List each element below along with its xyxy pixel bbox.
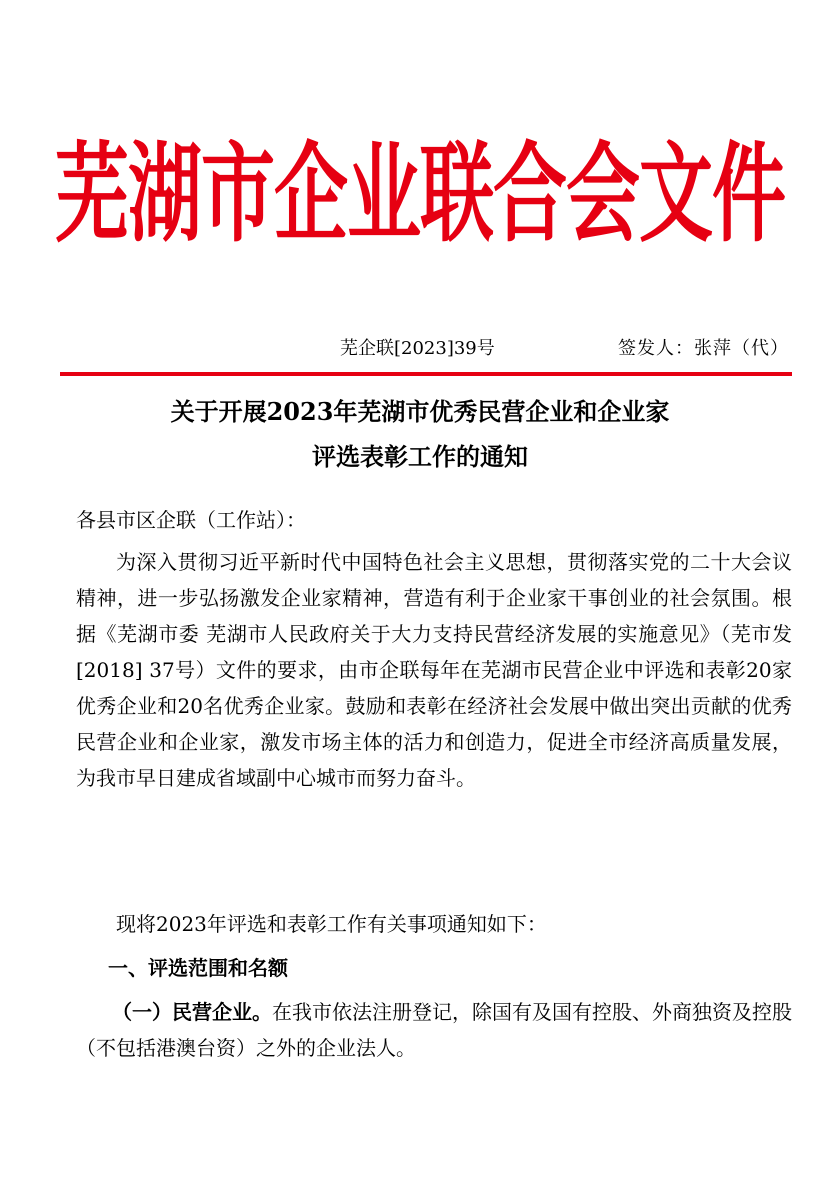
salutation: 各县市区企联（工作站）： (76, 508, 306, 532)
item1-label: （一）民营企业。 (112, 1000, 272, 1024)
section-heading: 一、评选范围和名额 (108, 956, 288, 980)
red-divider-line (60, 372, 792, 376)
paragraph-intro: 为深入贯彻习近平新时代中国特色社会主义思想，贯彻落实党的二十大会议精神，进一步弘扬激发企业家精神，营造有利于企业家干事创业的社会氛围。根据《芜湖市委 芜湖市人民政府关于大力支持民营经济发展的实施意见》（芜市发[2018] 37号）文件的要求，由市企联每年在芜湖市民营企业中评选和表彰20家优秀企业和20名优秀企业家。鼓励和表彰在经济社会发展中做出突出贡献的优秀民营企业和企业家，激发市场主体的活力和创造力，促进全市经济高质量发展，为我市早日建成省域副中心城市而努力奋斗。 (76, 550, 792, 790)
document-title-line2: 评选表彰工作的通知 (312, 442, 528, 471)
item1-text: 在我市依法注册登记，除国有及国有控股、外商独资及控股（不包括港澳台资）之外的企业法人。 (76, 1000, 792, 1060)
paragraph-notice: 现将2023年评选和表彰工作有关事项通知如下： (116, 912, 547, 936)
signer: 签发人：张萍（代） (618, 338, 789, 359)
org-title: 芜湖市企业联合会文件 (55, 132, 785, 258)
document-number: 芜企联[2023]39号 (340, 338, 495, 359)
paragraph-item1 (76, 994, 792, 1066)
document-masthead (0, 110, 840, 280)
document-title-line1: 关于开展2023年芜湖市优秀民营企业和企业家 (170, 397, 670, 426)
